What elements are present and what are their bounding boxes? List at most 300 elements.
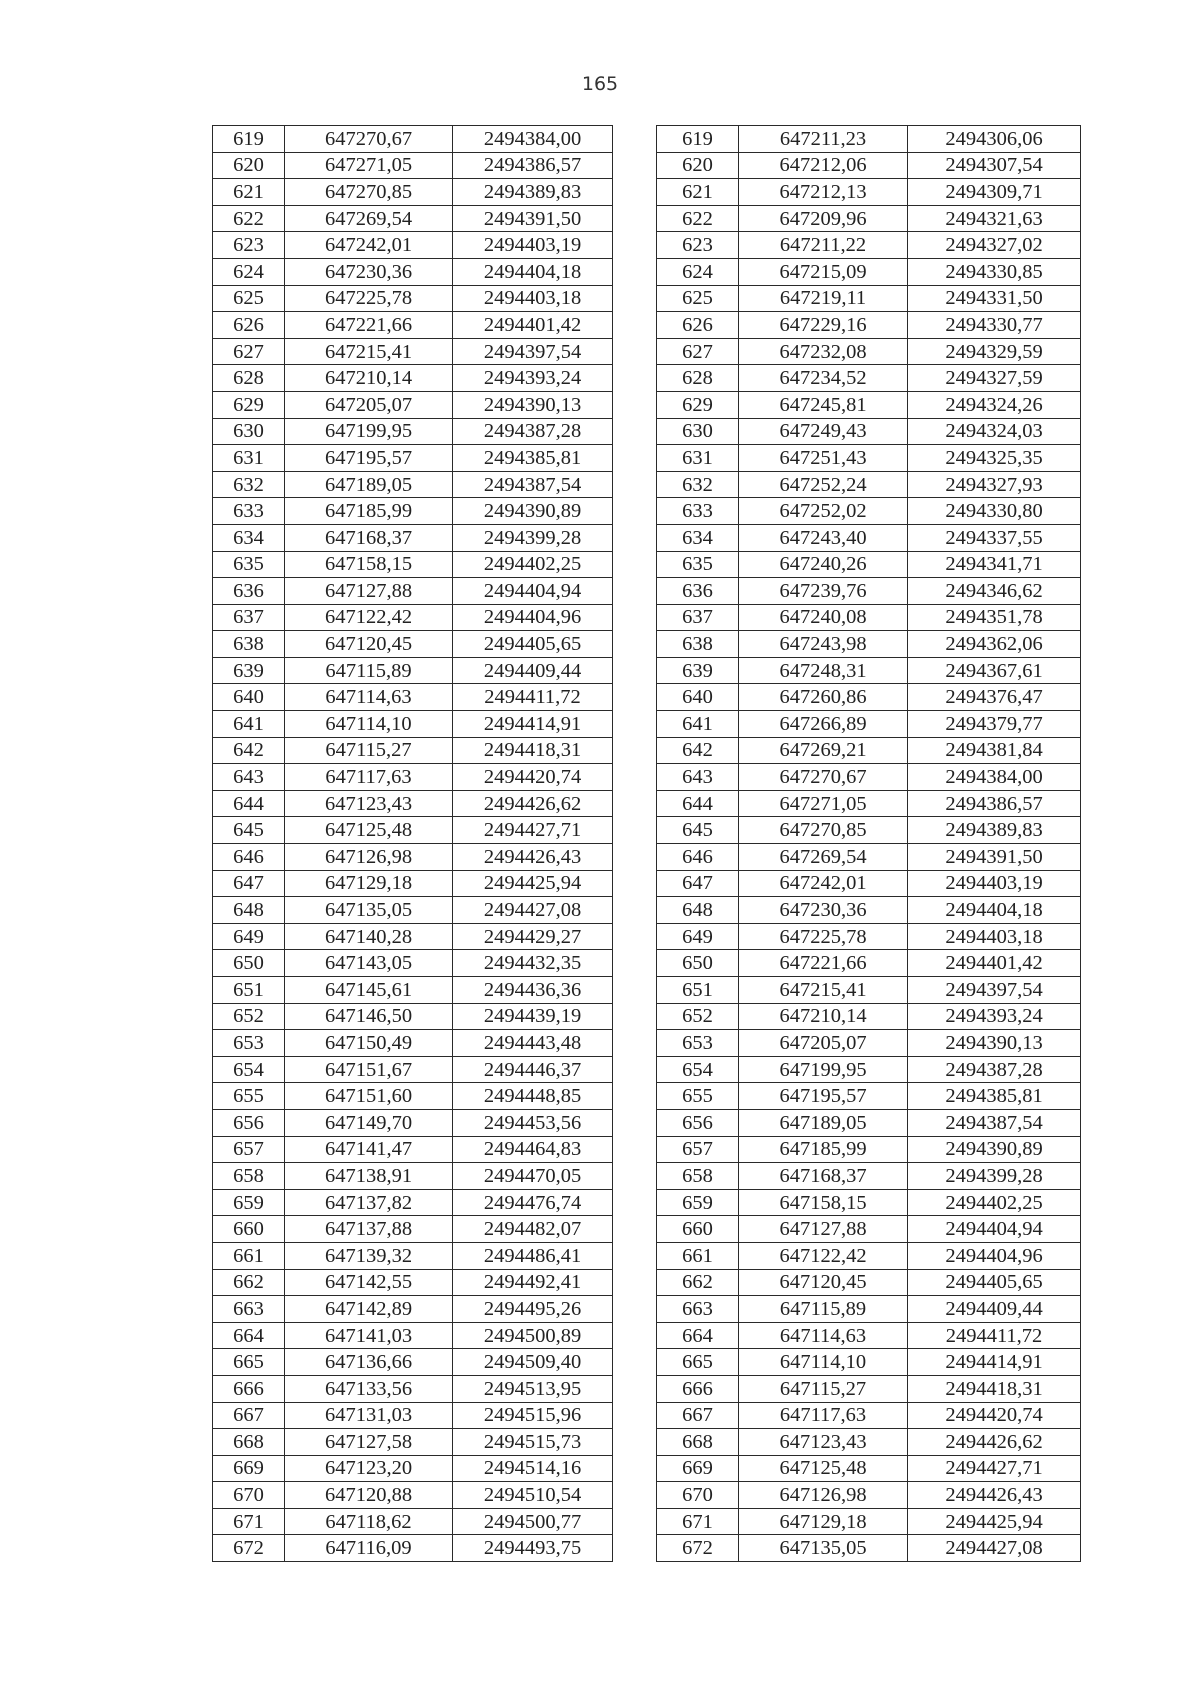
- y-coordinate-left: 2494436,36: [453, 977, 613, 1004]
- x-coordinate-right: 647199,95: [739, 1056, 908, 1083]
- x-coordinate-left: 647114,63: [285, 684, 453, 711]
- table-row: [213, 1296, 1081, 1323]
- point-number-left: 670: [213, 1482, 285, 1509]
- table-row: [213, 870, 1081, 897]
- y-coordinate-left: 2494446,37: [453, 1056, 613, 1083]
- y-coordinate-left: 2494409,44: [453, 657, 613, 684]
- y-coordinate-right: 2494397,54: [908, 977, 1081, 1004]
- point-number-right: 660: [657, 1216, 739, 1243]
- y-coordinate-right: 2494324,26: [908, 391, 1081, 418]
- x-coordinate-right: 647225,78: [739, 923, 908, 950]
- y-coordinate-right: 2494390,89: [908, 1136, 1081, 1163]
- y-coordinate-right: 2494385,81: [908, 1083, 1081, 1110]
- point-number-left: 647: [213, 870, 285, 897]
- point-number-left: 667: [213, 1402, 285, 1429]
- point-number-right: 657: [657, 1136, 739, 1163]
- x-coordinate-right: 647129,18: [739, 1508, 908, 1535]
- point-number-right: 638: [657, 631, 739, 658]
- table-row: [213, 977, 1081, 1004]
- y-coordinate-left: 2494385,81: [453, 445, 613, 472]
- point-number-left: 640: [213, 684, 285, 711]
- page-number: 165: [581, 73, 619, 95]
- x-coordinate-right: 647252,24: [739, 471, 908, 498]
- x-coordinate-right: 647234,52: [739, 365, 908, 392]
- column-gap: [613, 977, 657, 1004]
- point-number-left: 654: [213, 1056, 285, 1083]
- x-coordinate-left: 647139,32: [285, 1242, 453, 1269]
- y-coordinate-right: 2494384,00: [908, 764, 1081, 791]
- x-coordinate-right: 647212,06: [739, 152, 908, 179]
- point-number-right: 663: [657, 1296, 739, 1323]
- x-coordinate-left: 647126,98: [285, 844, 453, 871]
- table-row: [213, 897, 1081, 924]
- x-coordinate-left: 647142,55: [285, 1269, 453, 1296]
- point-number-left: 633: [213, 498, 285, 525]
- table-row: [213, 391, 1081, 418]
- x-coordinate-left: 647120,88: [285, 1482, 453, 1509]
- y-coordinate-right: 2494427,71: [908, 1455, 1081, 1482]
- x-coordinate-right: 647239,76: [739, 578, 908, 605]
- x-coordinate-left: 647137,88: [285, 1216, 453, 1243]
- point-number-left: 642: [213, 737, 285, 764]
- x-coordinate-right: 647240,26: [739, 551, 908, 578]
- x-coordinate-left: 647146,50: [285, 1003, 453, 1030]
- point-number-right: 641: [657, 711, 739, 738]
- table-row: [213, 1322, 1081, 1349]
- x-coordinate-left: 647131,03: [285, 1402, 453, 1429]
- point-number-right: 647: [657, 870, 739, 897]
- table-row: [213, 844, 1081, 871]
- point-number-left: 631: [213, 445, 285, 472]
- y-coordinate-right: 2494379,77: [908, 711, 1081, 738]
- table-row: [213, 1269, 1081, 1296]
- y-coordinate-right: 2494418,31: [908, 1375, 1081, 1402]
- point-number-left: 634: [213, 524, 285, 551]
- x-coordinate-left: 647215,41: [285, 338, 453, 365]
- column-gap: [613, 817, 657, 844]
- x-coordinate-left: 647114,10: [285, 711, 453, 738]
- y-coordinate-right: 2494404,96: [908, 1242, 1081, 1269]
- y-coordinate-left: 2494443,48: [453, 1030, 613, 1057]
- y-coordinate-left: 2494453,56: [453, 1109, 613, 1136]
- y-coordinate-left: 2494492,41: [453, 1269, 613, 1296]
- table-row: [213, 578, 1081, 605]
- y-coordinate-left: 2494401,42: [453, 312, 613, 339]
- x-coordinate-left: 647122,42: [285, 604, 453, 631]
- y-coordinate-right: 2494321,63: [908, 205, 1081, 232]
- y-coordinate-left: 2494439,19: [453, 1003, 613, 1030]
- x-coordinate-right: 647248,31: [739, 657, 908, 684]
- point-number-left: 661: [213, 1242, 285, 1269]
- point-number-right: 651: [657, 977, 739, 1004]
- table-row: [213, 232, 1081, 259]
- table-row: [213, 790, 1081, 817]
- y-coordinate-right: 2494329,59: [908, 338, 1081, 365]
- column-gap: [613, 1535, 657, 1562]
- y-coordinate-left: 2494448,85: [453, 1083, 613, 1110]
- x-coordinate-left: 647142,89: [285, 1296, 453, 1323]
- x-coordinate-right: 647271,05: [739, 790, 908, 817]
- y-coordinate-right: 2494327,02: [908, 232, 1081, 259]
- column-gap: [613, 1455, 657, 1482]
- point-number-right: 620: [657, 152, 739, 179]
- table-row: [213, 737, 1081, 764]
- x-coordinate-right: 647114,10: [739, 1349, 908, 1376]
- y-coordinate-left: 2494429,27: [453, 923, 613, 950]
- x-coordinate-right: 647185,99: [739, 1136, 908, 1163]
- x-coordinate-right: 647115,27: [739, 1375, 908, 1402]
- table-row: [213, 1455, 1081, 1482]
- y-coordinate-right: 2494367,61: [908, 657, 1081, 684]
- x-coordinate-left: 647205,07: [285, 391, 453, 418]
- x-coordinate-left: 647118,62: [285, 1508, 453, 1535]
- point-number-right: 644: [657, 790, 739, 817]
- table-row: [213, 684, 1081, 711]
- point-number-right: 655: [657, 1083, 739, 1110]
- table-row: [213, 1535, 1081, 1562]
- x-coordinate-right: 647245,81: [739, 391, 908, 418]
- x-coordinate-right: 647211,22: [739, 232, 908, 259]
- point-number-right: 645: [657, 817, 739, 844]
- x-coordinate-left: 647151,60: [285, 1083, 453, 1110]
- x-coordinate-left: 647270,67: [285, 126, 453, 153]
- x-coordinate-left: 647115,89: [285, 657, 453, 684]
- table-row: [213, 1189, 1081, 1216]
- x-coordinate-left: 647151,67: [285, 1056, 453, 1083]
- point-number-left: 653: [213, 1030, 285, 1057]
- x-coordinate-left: 647141,47: [285, 1136, 453, 1163]
- point-number-left: 638: [213, 631, 285, 658]
- y-coordinate-right: 2494325,35: [908, 445, 1081, 472]
- y-coordinate-right: 2494389,83: [908, 817, 1081, 844]
- column-gap: [613, 232, 657, 259]
- column-gap: [613, 870, 657, 897]
- x-coordinate-left: 647123,20: [285, 1455, 453, 1482]
- x-coordinate-right: 647243,40: [739, 524, 908, 551]
- x-coordinate-left: 647168,37: [285, 524, 453, 551]
- y-coordinate-left: 2494426,43: [453, 844, 613, 871]
- table-row: [213, 1003, 1081, 1030]
- y-coordinate-left: 2494425,94: [453, 870, 613, 897]
- column-gap: [613, 844, 657, 871]
- point-number-left: 646: [213, 844, 285, 871]
- x-coordinate-right: 647189,05: [739, 1109, 908, 1136]
- column-gap: [613, 365, 657, 392]
- point-number-left: 663: [213, 1296, 285, 1323]
- y-coordinate-right: 2494411,72: [908, 1322, 1081, 1349]
- y-coordinate-right: 2494346,62: [908, 578, 1081, 605]
- x-coordinate-left: 647199,95: [285, 418, 453, 445]
- x-coordinate-left: 647120,45: [285, 631, 453, 658]
- column-gap: [613, 445, 657, 472]
- point-number-left: 648: [213, 897, 285, 924]
- y-coordinate-right: 2494399,28: [908, 1163, 1081, 1190]
- column-gap: [613, 179, 657, 206]
- table-row: [213, 817, 1081, 844]
- y-coordinate-left: 2494510,54: [453, 1482, 613, 1509]
- point-number-left: 655: [213, 1083, 285, 1110]
- table-row: [213, 1429, 1081, 1456]
- x-coordinate-left: 647225,78: [285, 285, 453, 312]
- x-coordinate-left: 647270,85: [285, 179, 453, 206]
- y-coordinate-right: 2494324,03: [908, 418, 1081, 445]
- point-number-right: 643: [657, 764, 739, 791]
- y-coordinate-right: 2494393,24: [908, 1003, 1081, 1030]
- point-number-left: 620: [213, 152, 285, 179]
- point-number-left: 621: [213, 179, 285, 206]
- table-row: [213, 471, 1081, 498]
- table-row: [213, 551, 1081, 578]
- point-number-right: 642: [657, 737, 739, 764]
- x-coordinate-right: 647270,67: [739, 764, 908, 791]
- x-coordinate-right: 647270,85: [739, 817, 908, 844]
- x-coordinate-right: 647195,57: [739, 1083, 908, 1110]
- table-row: [213, 631, 1081, 658]
- y-coordinate-right: 2494403,19: [908, 870, 1081, 897]
- x-coordinate-left: 647242,01: [285, 232, 453, 259]
- point-number-right: 625: [657, 285, 739, 312]
- x-coordinate-left: 647129,18: [285, 870, 453, 897]
- y-coordinate-left: 2494411,72: [453, 684, 613, 711]
- x-coordinate-left: 647150,49: [285, 1030, 453, 1057]
- coordinates-table-body: [213, 126, 1081, 1562]
- point-number-left: 630: [213, 418, 285, 445]
- y-coordinate-left: 2494500,89: [453, 1322, 613, 1349]
- x-coordinate-left: 647115,27: [285, 737, 453, 764]
- table-row: [213, 1216, 1081, 1243]
- y-coordinate-right: 2494409,44: [908, 1296, 1081, 1323]
- column-gap: [613, 578, 657, 605]
- y-coordinate-right: 2494426,43: [908, 1482, 1081, 1509]
- y-coordinate-left: 2494387,28: [453, 418, 613, 445]
- y-coordinate-left: 2494390,89: [453, 498, 613, 525]
- point-number-left: 644: [213, 790, 285, 817]
- column-gap: [613, 551, 657, 578]
- table-row: [213, 1083, 1081, 1110]
- table-row: [213, 1375, 1081, 1402]
- point-number-right: 630: [657, 418, 739, 445]
- point-number-right: 666: [657, 1375, 739, 1402]
- column-gap: [613, 604, 657, 631]
- x-coordinate-right: 647215,41: [739, 977, 908, 1004]
- point-number-left: 660: [213, 1216, 285, 1243]
- column-gap: [613, 152, 657, 179]
- column-gap: [613, 1508, 657, 1535]
- column-gap: [613, 1429, 657, 1456]
- x-coordinate-left: 647136,66: [285, 1349, 453, 1376]
- y-coordinate-left: 2494482,07: [453, 1216, 613, 1243]
- point-number-left: 637: [213, 604, 285, 631]
- point-number-right: 635: [657, 551, 739, 578]
- point-number-right: 629: [657, 391, 739, 418]
- point-number-left: 622: [213, 205, 285, 232]
- y-coordinate-left: 2494500,77: [453, 1508, 613, 1535]
- column-gap: [613, 1163, 657, 1190]
- point-number-left: 662: [213, 1269, 285, 1296]
- y-coordinate-right: 2494403,18: [908, 923, 1081, 950]
- point-number-left: 659: [213, 1189, 285, 1216]
- x-coordinate-right: 647221,66: [739, 950, 908, 977]
- column-gap: [613, 737, 657, 764]
- y-coordinate-right: 2494341,71: [908, 551, 1081, 578]
- coordinates-table: [212, 125, 1081, 1562]
- point-number-right: 622: [657, 205, 739, 232]
- x-coordinate-right: 647211,23: [739, 126, 908, 153]
- y-coordinate-left: 2494486,41: [453, 1242, 613, 1269]
- column-gap: [613, 1216, 657, 1243]
- x-coordinate-right: 647260,86: [739, 684, 908, 711]
- x-coordinate-right: 647126,98: [739, 1482, 908, 1509]
- x-coordinate-left: 647135,05: [285, 897, 453, 924]
- point-number-left: 632: [213, 471, 285, 498]
- y-coordinate-right: 2494401,42: [908, 950, 1081, 977]
- y-coordinate-right: 2494327,59: [908, 365, 1081, 392]
- y-coordinate-right: 2494402,25: [908, 1189, 1081, 1216]
- table-row: [213, 418, 1081, 445]
- point-number-left: 664: [213, 1322, 285, 1349]
- point-number-right: 671: [657, 1508, 739, 1535]
- point-number-right: 653: [657, 1030, 739, 1057]
- x-coordinate-right: 647115,89: [739, 1296, 908, 1323]
- point-number-right: 623: [657, 232, 739, 259]
- y-coordinate-right: 2494337,55: [908, 524, 1081, 551]
- x-coordinate-right: 647205,07: [739, 1030, 908, 1057]
- point-number-left: 627: [213, 338, 285, 365]
- y-coordinate-left: 2494432,35: [453, 950, 613, 977]
- point-number-right: 650: [657, 950, 739, 977]
- table-row: [213, 1163, 1081, 1190]
- column-gap: [613, 205, 657, 232]
- point-number-left: 656: [213, 1109, 285, 1136]
- x-coordinate-left: 647133,56: [285, 1375, 453, 1402]
- point-number-right: 665: [657, 1349, 739, 1376]
- x-coordinate-left: 647149,70: [285, 1109, 453, 1136]
- y-coordinate-right: 2494306,06: [908, 126, 1081, 153]
- y-coordinate-right: 2494351,78: [908, 604, 1081, 631]
- point-number-right: 658: [657, 1163, 739, 1190]
- point-number-left: 625: [213, 285, 285, 312]
- point-number-right: 627: [657, 338, 739, 365]
- point-number-right: 637: [657, 604, 739, 631]
- x-coordinate-left: 647117,63: [285, 764, 453, 791]
- x-coordinate-right: 647122,42: [739, 1242, 908, 1269]
- x-coordinate-left: 647230,36: [285, 258, 453, 285]
- y-coordinate-left: 2494402,25: [453, 551, 613, 578]
- point-number-left: 651: [213, 977, 285, 1004]
- x-coordinate-left: 647195,57: [285, 445, 453, 472]
- x-coordinate-right: 647219,11: [739, 285, 908, 312]
- y-coordinate-right: 2494330,85: [908, 258, 1081, 285]
- column-gap: [613, 1482, 657, 1509]
- y-coordinate-right: 2494330,80: [908, 498, 1081, 525]
- y-coordinate-left: 2494470,05: [453, 1163, 613, 1190]
- x-coordinate-right: 647229,16: [739, 312, 908, 339]
- table-row: [213, 657, 1081, 684]
- point-number-right: 664: [657, 1322, 739, 1349]
- column-gap: [613, 1296, 657, 1323]
- point-number-left: 643: [213, 764, 285, 791]
- table-row: [213, 365, 1081, 392]
- point-number-left: 635: [213, 551, 285, 578]
- x-coordinate-left: 647210,14: [285, 365, 453, 392]
- point-number-right: 634: [657, 524, 739, 551]
- column-gap: [613, 711, 657, 738]
- x-coordinate-left: 647127,88: [285, 578, 453, 605]
- point-number-right: 639: [657, 657, 739, 684]
- x-coordinate-right: 647215,09: [739, 258, 908, 285]
- table-row: [213, 711, 1081, 738]
- y-coordinate-right: 2494362,06: [908, 631, 1081, 658]
- column-gap: [613, 897, 657, 924]
- y-coordinate-left: 2494393,24: [453, 365, 613, 392]
- point-number-left: 668: [213, 1429, 285, 1456]
- point-number-left: 636: [213, 578, 285, 605]
- y-coordinate-right: 2494414,91: [908, 1349, 1081, 1376]
- x-coordinate-right: 647266,89: [739, 711, 908, 738]
- y-coordinate-left: 2494387,54: [453, 471, 613, 498]
- point-number-right: 619: [657, 126, 739, 153]
- column-gap: [613, 790, 657, 817]
- table-row: [213, 445, 1081, 472]
- table-row: [213, 1508, 1081, 1535]
- y-coordinate-left: 2494390,13: [453, 391, 613, 418]
- column-gap: [613, 524, 657, 551]
- y-coordinate-right: 2494391,50: [908, 844, 1081, 871]
- x-coordinate-right: 647123,43: [739, 1429, 908, 1456]
- table-row: [213, 1349, 1081, 1376]
- table-row: [213, 923, 1081, 950]
- table-row: [213, 312, 1081, 339]
- y-coordinate-left: 2494403,18: [453, 285, 613, 312]
- point-number-left: 624: [213, 258, 285, 285]
- y-coordinate-right: 2494327,93: [908, 471, 1081, 498]
- x-coordinate-right: 647114,63: [739, 1322, 908, 1349]
- point-number-left: 665: [213, 1349, 285, 1376]
- column-gap: [613, 764, 657, 791]
- point-number-right: 652: [657, 1003, 739, 1030]
- x-coordinate-left: 647185,99: [285, 498, 453, 525]
- point-number-right: 624: [657, 258, 739, 285]
- x-coordinate-right: 647251,43: [739, 445, 908, 472]
- point-number-right: 649: [657, 923, 739, 950]
- x-coordinate-right: 647249,43: [739, 418, 908, 445]
- point-number-left: 657: [213, 1136, 285, 1163]
- point-number-right: 633: [657, 498, 739, 525]
- x-coordinate-right: 647127,88: [739, 1216, 908, 1243]
- y-coordinate-right: 2494387,28: [908, 1056, 1081, 1083]
- y-coordinate-left: 2494418,31: [453, 737, 613, 764]
- y-coordinate-right: 2494390,13: [908, 1030, 1081, 1057]
- column-gap: [613, 285, 657, 312]
- column-gap: [613, 1083, 657, 1110]
- x-coordinate-right: 647212,13: [739, 179, 908, 206]
- column-gap: [613, 1402, 657, 1429]
- point-number-right: 654: [657, 1056, 739, 1083]
- y-coordinate-right: 2494425,94: [908, 1508, 1081, 1535]
- x-coordinate-left: 647271,05: [285, 152, 453, 179]
- table-row: [213, 764, 1081, 791]
- x-coordinate-left: 647141,03: [285, 1322, 453, 1349]
- point-number-left: 672: [213, 1535, 285, 1562]
- table-row: [213, 1136, 1081, 1163]
- point-number-left: 649: [213, 923, 285, 950]
- x-coordinate-left: 647125,48: [285, 817, 453, 844]
- y-coordinate-right: 2494387,54: [908, 1109, 1081, 1136]
- column-gap: [613, 1269, 657, 1296]
- x-coordinate-left: 647158,15: [285, 551, 453, 578]
- x-coordinate-right: 647269,54: [739, 844, 908, 871]
- point-number-left: 645: [213, 817, 285, 844]
